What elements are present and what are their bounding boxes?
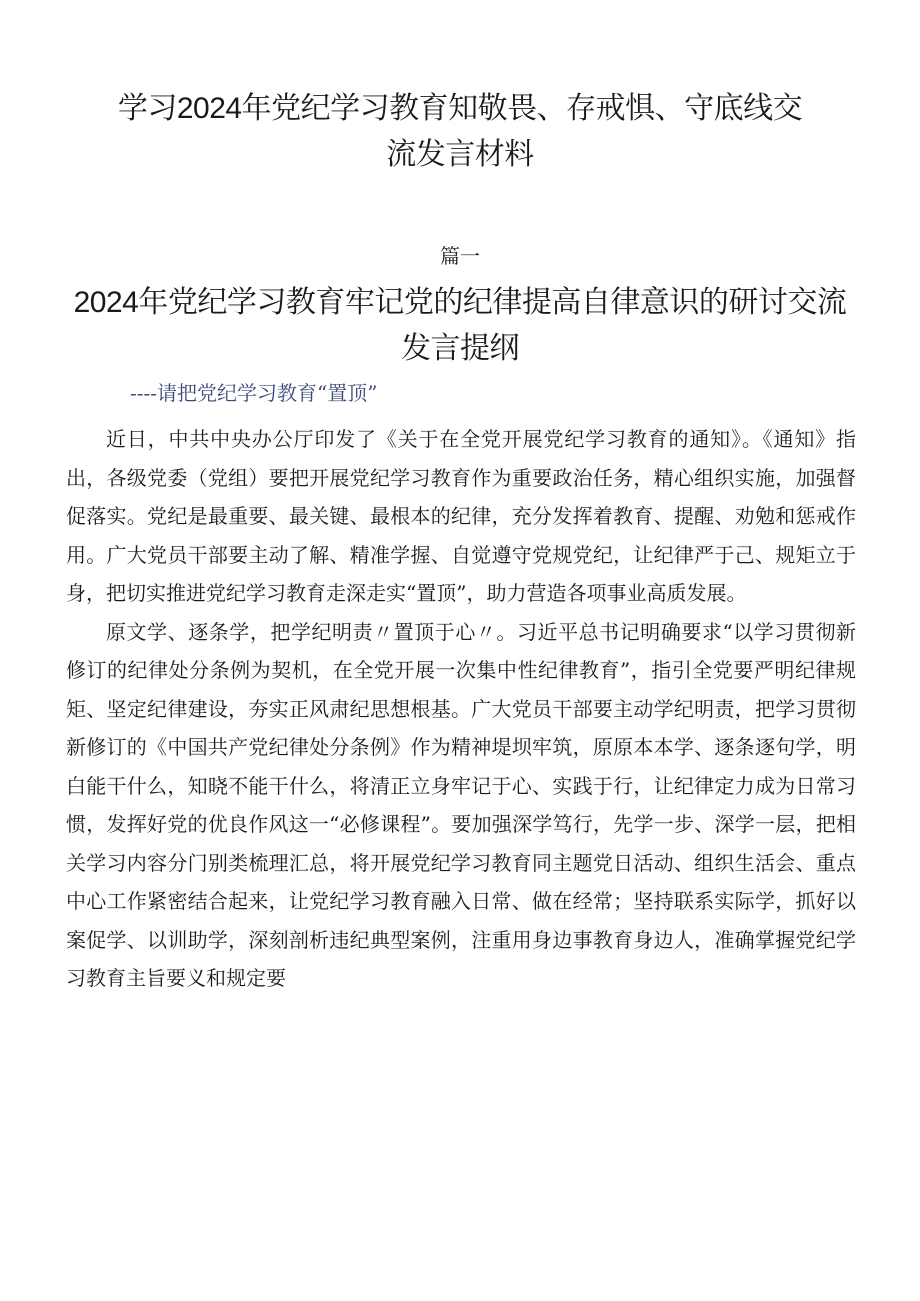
section-title-line-1: 2024年党纪学习教育牢记党的纪律提高自律意识的研讨交流: [73, 286, 847, 319]
document-title-line-1: 学习2024年党纪学习教育知敬畏、存戒惧、守底线交: [117, 92, 803, 125]
paragraph: 原文学、逐条学，把学纪明责〃置顶于心〃。习近平总书记明确要求“以学习贯彻新修订的纪律处分条例为契机，在全党开展一次集中性纪律教育”，指引全党要严明纪律规矩、坚定纪律建设，夯实正风肃纪思想根基。广大党员干部要主动学纪明责，把学习贯彻新修订的《中国共产党纪律处分条例》作为精神堤坝牢筑，原原本本学、逐条逐句学，明白能干什么，知晓不能干什么，将清正立身牢记于心、实践于行，让纪律定力成为日常习惯，发挥好党的优良作风这一“必修课程”。要加强深学笃行，先学一步、深学一层，把相关学习内容分门别类梳理汇总，将开展党纪学习教育同主题党日活动、组织生活会、重点中心工作紧密结合起来，让党纪学习教育融入日常、做在经常；坚持联系实际学，抓好以案促学、以训助学，深刻剖析违纪典型案例，注重用身边事教育身边人，准确掌握党纪学习教育主旨要义和规定要: [66, 619, 856, 990]
section-title-line-2: 发言提纲: [401, 332, 519, 365]
document-title: [0, 86, 920, 178]
document-title-line-2: 流发言材料: [386, 138, 534, 171]
body-text: [66, 420, 856, 998]
section-label: 篇一: [440, 244, 480, 268]
byline: ----请把党纪学习教育“置顶”: [130, 381, 378, 405]
paragraph: 近日，中共中央办公厅印发了《关于在全党开展党纪学习教育的通知》。《通知》指出，各级党委（党组）要把开展党纪学习教育作为重要政治任务，精心组织实施，加强督促落实。党纪是最重要、最关键、最根本的纪律，充分发挥着教育、提醒、劝勉和惩戒作用。广大党员干部要主动了解、精准学握、自觉遵守党规党纪，让纪律严于己、规矩立于身，把切实推进党纪学习教育走深走实“置顶”，助力营造各项事业高质发展。: [66, 427, 856, 605]
section-title: [0, 280, 920, 372]
